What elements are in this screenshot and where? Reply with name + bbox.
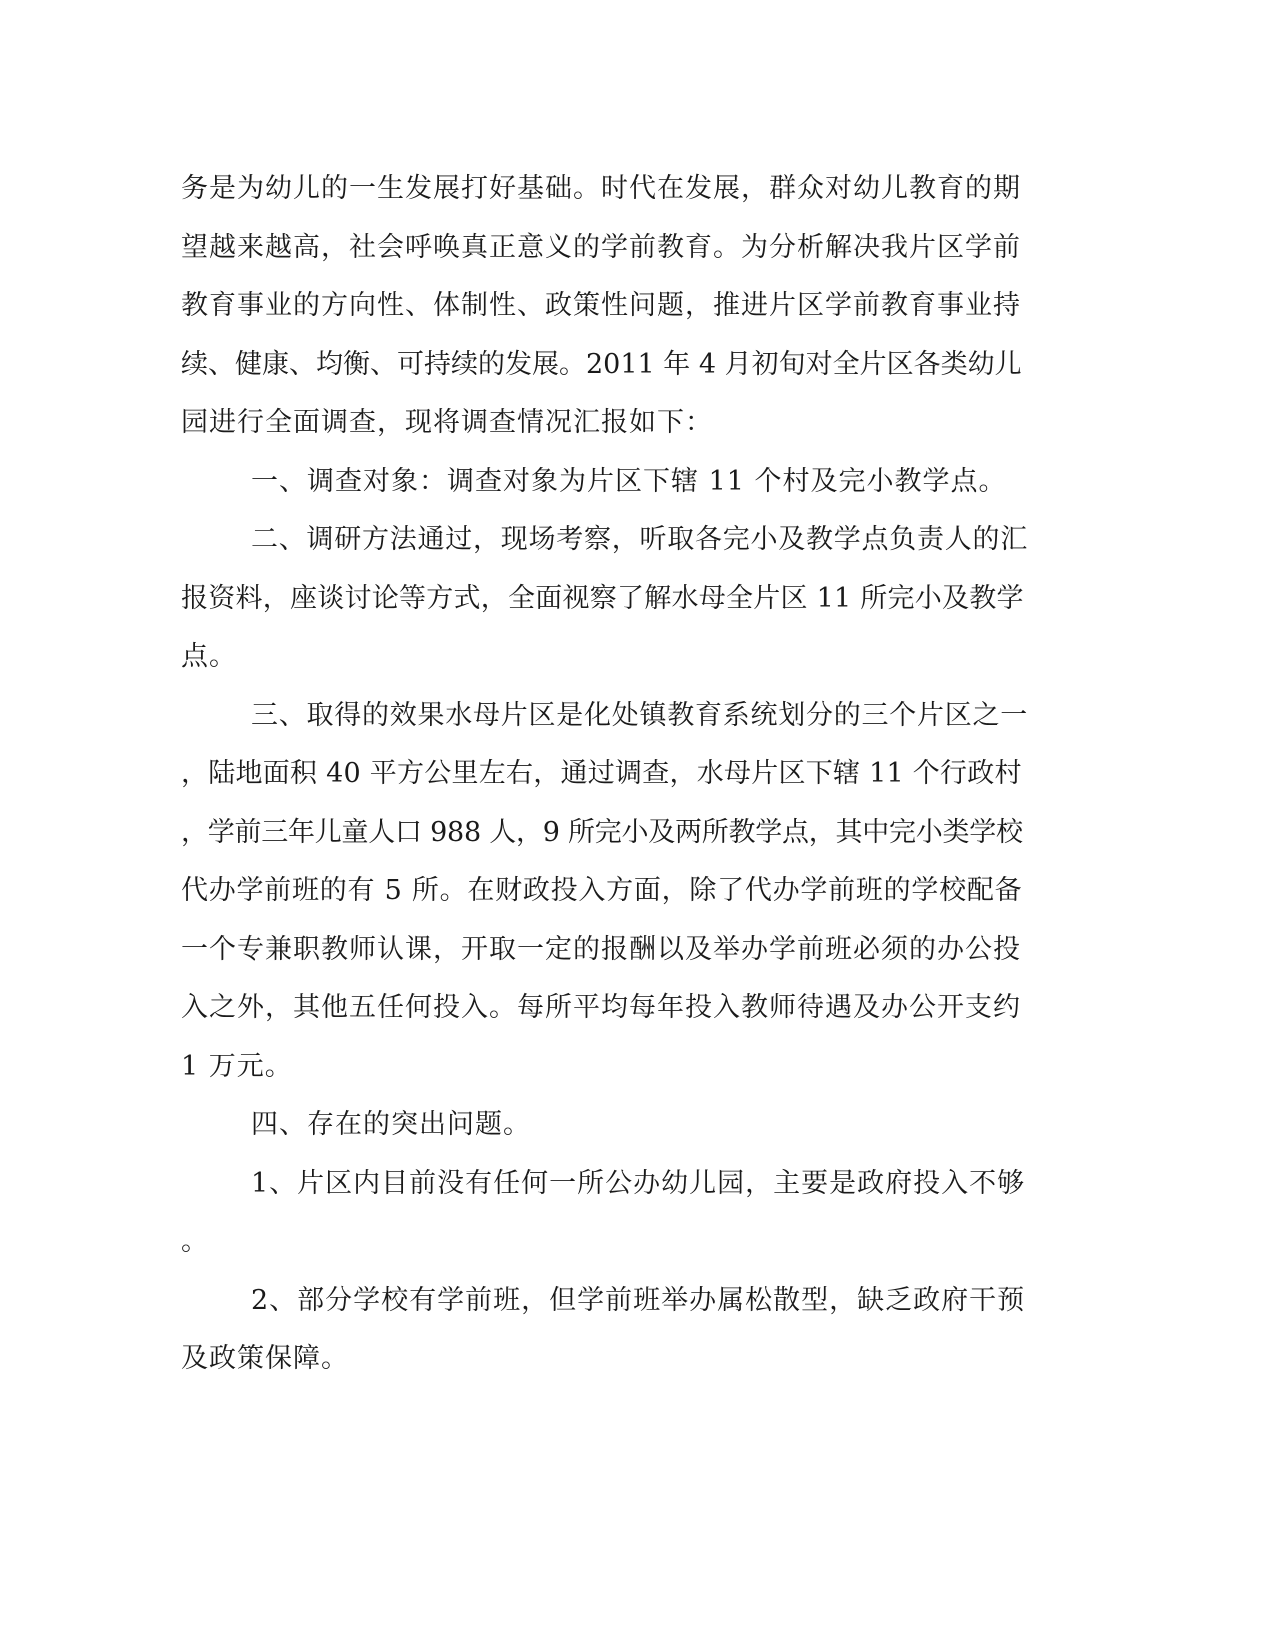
text-line: 点。: [181, 641, 237, 672]
section-heading-results: 三、取得的效果水母片区是化处镇教育系统划分的三个片区之一: [251, 699, 1028, 731]
text-line: 及政策保障。: [181, 1343, 349, 1374]
list-item-problem-2: 2、部分学校有学前班，但学前班举办属松散型，缺乏政府干预: [251, 1284, 1026, 1316]
text-line: 续、健康、均衡、可持续的发展。2011 年 4 月初旬对全片区各类幼儿: [181, 348, 1022, 380]
text-line: 入之外，其他五任何投入。每所平均每年投入教师待遇及办公开支约: [181, 992, 1021, 1023]
text-line: ，陆地面积 40 平方公里左右，通过调查，水母片区下辖 11 个行政村: [181, 758, 1022, 789]
text-line: 园进行全面调查，现将调查情况汇报如下：: [181, 407, 713, 438]
text-line: 一个专兼职教师认课，开取一定的报酬以及举办学前班必须的办公投: [181, 933, 1021, 965]
list-item-problem-1: 1、片区内目前没有任何一所公办幼儿园，主要是政府投入不够: [251, 1167, 1026, 1199]
text-line: ，学前三年儿童人口 988 人，9 所完小及两所教学点，其中完小类学校: [181, 816, 1023, 848]
text-line: 教育事业的方向性、体制性、政策性问题，推进片区学前教育事业持: [181, 290, 1021, 321]
section-heading-problems: 四、存在的突出问题。: [251, 1109, 531, 1140]
text-line: 。: [181, 1226, 209, 1257]
document-body: [181, 160, 1029, 1389]
text-line: 报资料，座谈讨论等方式，全面视察了解水母全片区 11 所完小及教学: [181, 582, 1024, 614]
text-line: 代办学前班的有 5 所。在财政投入方面，除了代办学前班的学校配备: [181, 875, 1023, 906]
text-line: 务是为幼儿的一生发展打好基础。时代在发展，群众对幼儿教育的期: [181, 173, 1021, 204]
text-line: 望越来越高，社会呼唤真正意义的学前教育。为分析解决我片区学前: [181, 231, 1021, 263]
section-heading-method: 二、调研方法通过，现场考察，听取各完小及教学点负责人的汇: [251, 524, 1028, 555]
section-heading-survey-target: 一、调查对象：调查对象为片区下辖 11 个村及完小教学点。: [251, 465, 1007, 497]
text-line: 1 万元。: [181, 1050, 293, 1082]
